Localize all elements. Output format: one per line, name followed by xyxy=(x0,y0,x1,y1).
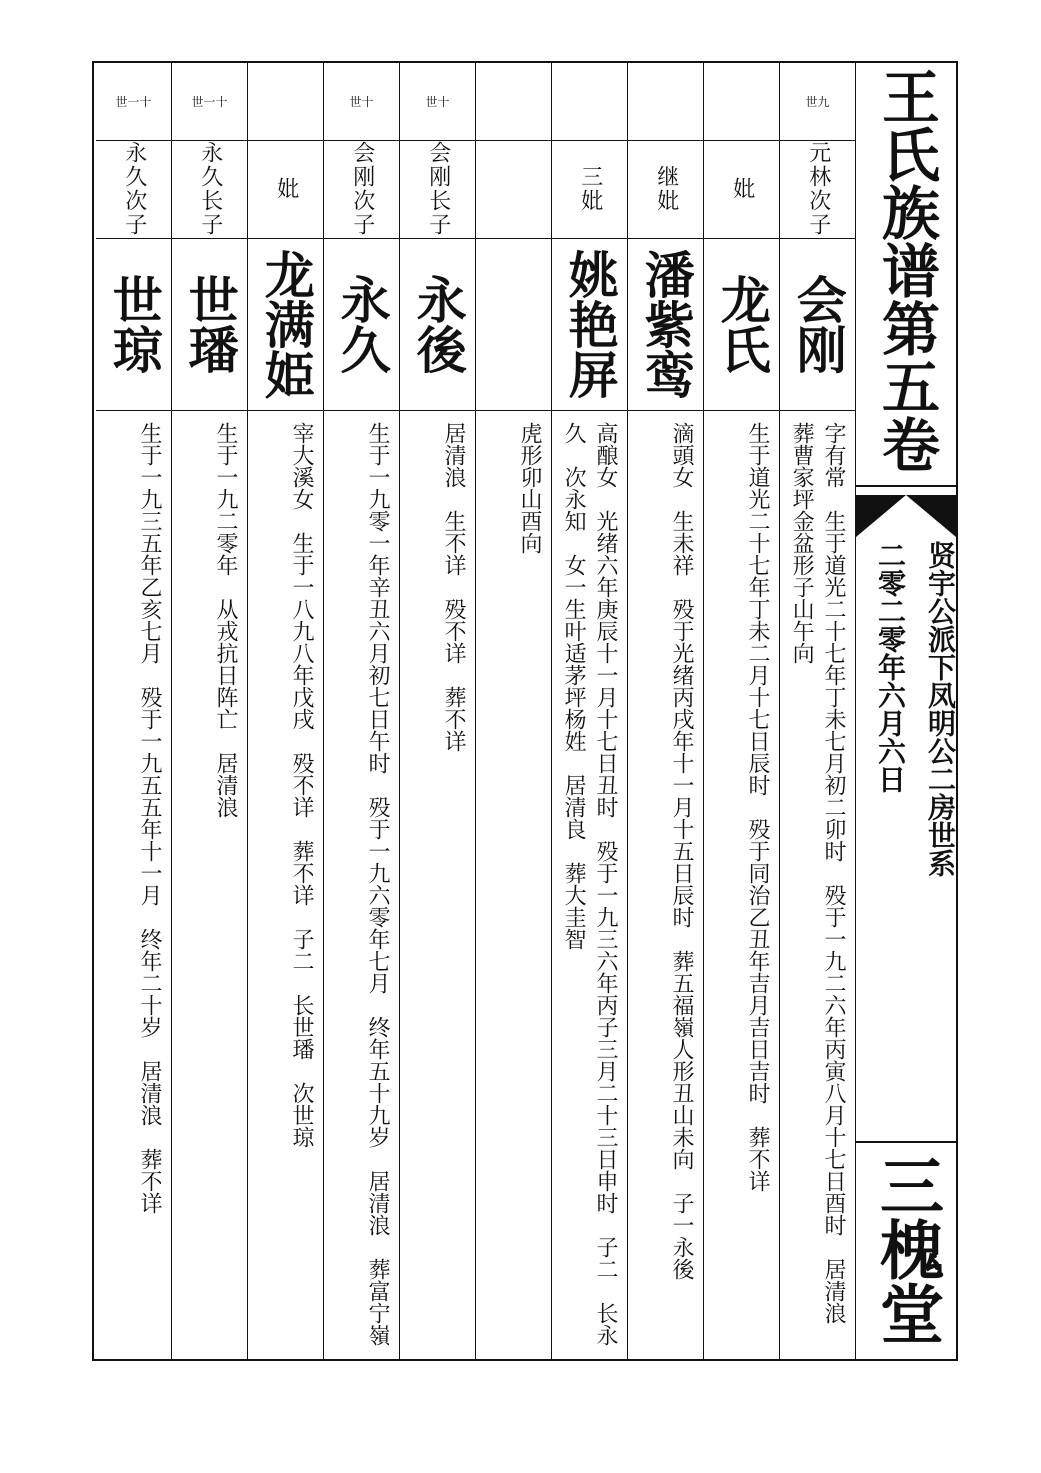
generation-label: 世一十 xyxy=(172,63,247,141)
person-biography: 宰大溪女 生于一八九八年戊戌 殁不详 葬不详 子二 长世璠 次世琼 xyxy=(289,422,314,1148)
relation-label: 妣 xyxy=(248,140,323,239)
generation-label: 世一十 xyxy=(96,63,171,141)
person-biography: 居清浪 生不详 殁不详 葬不详 xyxy=(441,422,466,752)
person-name: 潘紫鸾 xyxy=(628,238,703,411)
person-biography: 高酿女 光绪六年庚辰十一月十七日丑时 殁于一九三六年丙子三月二十三日申时 子二 长永久 次永知 女一生叶适茅坪杨姓 居清良 葬大圭智 xyxy=(561,422,618,1346)
genealogy-page-frame xyxy=(92,61,958,1361)
genealogy-column xyxy=(96,63,172,1359)
person-biography: 虎形卯山酉向 xyxy=(517,422,542,554)
title-divider xyxy=(856,485,956,487)
person-name: 龙满姫 xyxy=(248,238,323,411)
person-biography: 生于一九零一年辛丑六月初七日午时 殁于一九六零年七月 终年五十九岁 居清浪 葬富宁嶺 xyxy=(365,422,390,1346)
genealogy-column xyxy=(780,63,856,1359)
generation-label: 世十 xyxy=(324,63,399,141)
person-biography: 字有常 生于道光二十七年丁未七月初二卯时 殁于一九二六年丙寅八月十七日酉时 居清浪 葬曹家坪金盆形子山午向 xyxy=(789,422,846,1346)
person-name: 姚艳屏 xyxy=(552,238,627,411)
person-name: 世琼 xyxy=(96,238,171,411)
person-biography: 生于一九三五年乙亥七月 殁于一九五五年十一月 终年二十岁 居清浪 葬不详 xyxy=(137,422,162,1214)
lineage-subtitle: 贤宇公派下凤明公二房世系 xyxy=(924,541,957,877)
genealogy-column xyxy=(172,63,248,1359)
genealogy-column xyxy=(400,63,476,1359)
relation-label: 三妣 xyxy=(552,140,627,239)
generation-label xyxy=(628,63,703,141)
relation-label: 元林次子 xyxy=(780,140,855,239)
relation-label: 永久次子 xyxy=(96,140,171,239)
person-name: 会刚 xyxy=(780,238,855,411)
person-biography: 滴頭女 生未祥 殁于光绪丙戌年十一月十五日辰时 葬五福嶺人形丑山未向 子一永後 xyxy=(669,422,694,1280)
person-name: 永後 xyxy=(400,238,475,411)
book-title: 王氏族谱第五卷 xyxy=(872,67,940,473)
relation-label: 会刚次子 xyxy=(324,140,399,239)
relation-label: 永久长子 xyxy=(172,140,247,239)
hall-name: 三槐堂 xyxy=(869,1153,944,1345)
genealogy-column xyxy=(704,63,780,1359)
person-name: 永久 xyxy=(324,238,399,411)
relation-label xyxy=(476,140,551,239)
generation-label xyxy=(248,63,323,141)
generation-label xyxy=(476,63,551,141)
title-panel xyxy=(856,63,956,1359)
person-name xyxy=(476,238,551,411)
generation-label xyxy=(704,63,779,141)
generation-label: 世九 xyxy=(780,63,855,141)
person-name: 世璠 xyxy=(172,238,247,411)
genealogy-column xyxy=(248,63,324,1359)
genealogy-column xyxy=(324,63,400,1359)
person-biography: 生于道光二十七年丁未二月十七日辰时 殁于同治乙丑年吉月吉日吉时 葬不详 xyxy=(745,422,770,1192)
generation-label: 世十 xyxy=(400,63,475,141)
genealogy-column xyxy=(628,63,704,1359)
relation-label: 会刚长子 xyxy=(400,140,475,239)
genealogy-column xyxy=(552,63,628,1359)
generation-label xyxy=(552,63,627,141)
relation-label: 继妣 xyxy=(628,140,703,239)
chevron-ornament-icon xyxy=(856,491,956,539)
person-biography: 生于一九二零年 从戎抗日阵亡 居清浪 xyxy=(213,422,238,818)
compile-date: 二零二零年六月六日 xyxy=(874,541,907,793)
relation-label: 妣 xyxy=(704,140,779,239)
genealogy-column xyxy=(476,63,552,1359)
person-name: 龙氏 xyxy=(704,238,779,411)
